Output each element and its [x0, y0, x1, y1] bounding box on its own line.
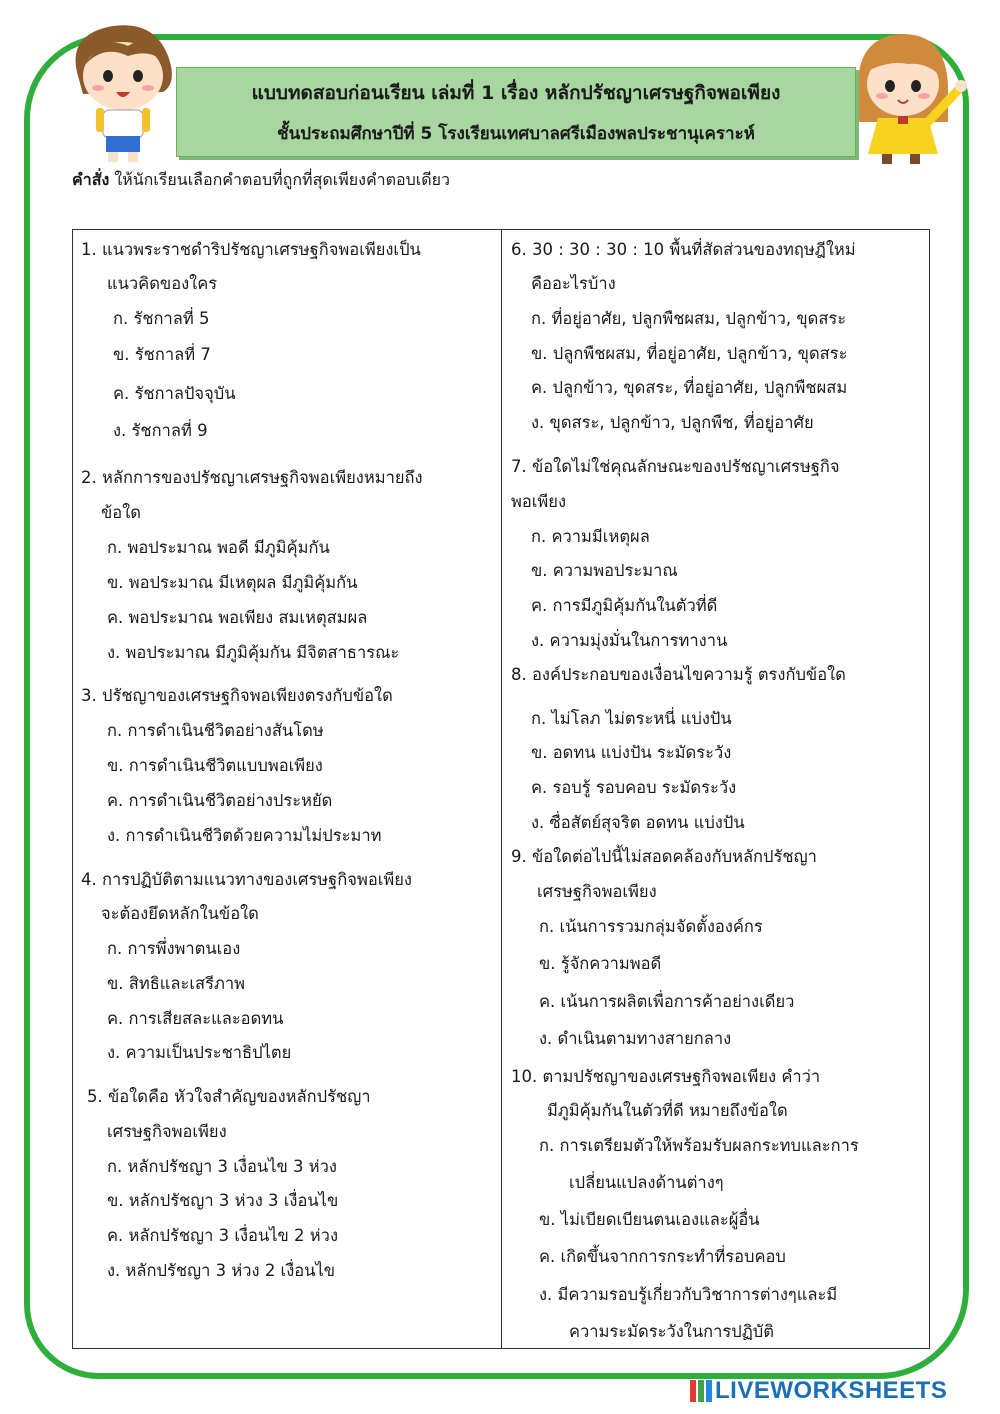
- question-9-cont: เศรษฐกิจพอเพียง: [537, 882, 657, 901]
- question-1-option-b[interactable]: ข. รัชกาลที่ 7: [113, 345, 211, 364]
- question-3-option-b[interactable]: ข. การดำเนินชีวิตแบบพอเพียง: [107, 756, 323, 775]
- worksheet-header: [176, 67, 856, 157]
- question-7-option-a[interactable]: ก. ความมีเหตุผล: [531, 527, 650, 546]
- question-10-option-b[interactable]: ข. ไม่เบียดเบียนตนเองและผู้อื่น: [539, 1210, 760, 1229]
- question-4-option-b[interactable]: ข. สิทธิและเสรีภาพ: [107, 974, 245, 993]
- question-2-option-b[interactable]: ข. พอประมาณ มีเหตุผล มีภูมิคุ้มกัน: [107, 573, 358, 592]
- question-9-option-d[interactable]: ง. ดำเนินตามทางสายกลาง: [539, 1029, 732, 1048]
- question-8: 8. องค์ประกอบของเงื่อนไขความรู้ ตรงกับข้อใด: [511, 665, 846, 684]
- question-10-option-a-cont: เปลี่ยนแปลงด้านต่างๆ: [569, 1173, 724, 1192]
- question-7-cont: พอเพียง: [511, 492, 567, 511]
- question-1-option-c[interactable]: ค. รัชกาลปัจจุบัน: [113, 384, 236, 403]
- question-10: 10. ตามปรัชญาของเศรษฐกิจพอเพียง คำว่า: [511, 1067, 821, 1086]
- question-1: 1. แนวพระราชดำริปรัชญาเศรษฐกิจพอเพียงเป็น: [81, 240, 421, 259]
- instruction-text: ให้นักเรียนเลือกคำตอบที่ถูกที่สุดเพียงคำตอบเดียว: [109, 170, 451, 189]
- question-2-option-d[interactable]: ง. พอประมาณ มีภูมิคุ้มกัน มีจิตสาธารณะ: [107, 643, 400, 662]
- question-2: 2. หลักการของปรัชญาเศรษฐกิจพอเพียงหมายถึง: [81, 468, 423, 487]
- question-10-option-a[interactable]: ก. การเตรียมตัวให้พร้อมรับผลกระทบและการ: [539, 1136, 859, 1155]
- question-10-option-d-cont: ความระมัดระวังในการปฏิบัติ: [569, 1322, 775, 1341]
- question-5-option-b[interactable]: ข. หลักปรัชญา 3 ห่วง 3 เงื่อนไข: [107, 1191, 339, 1210]
- question-7-option-d[interactable]: ง. ความมุ่งมั่นในการทางาน: [531, 631, 728, 650]
- instruction-label: คำสั่ง: [72, 170, 110, 189]
- question-9: 9. ข้อใดต่อไปนี้ไม่สอดคล้องกับหลักปรัชญา: [511, 847, 817, 866]
- question-1-cont: แนวคิดของใคร: [107, 274, 218, 293]
- question-2-option-c[interactable]: ค. พอประมาณ พอเพียง สมเหตุสมผล: [107, 608, 368, 627]
- question-5-cont: เศรษฐกิจพอเพียง: [107, 1122, 227, 1141]
- worksheet-title: แบบทดสอบก่อนเรียน เล่มที่ 1 เรื่อง หลักปรัชญาเศรษฐกิจพอเพียง: [251, 82, 781, 104]
- question-3-option-d[interactable]: ง. การดำเนินชีวิตด้วยความไม่ประมาท: [107, 826, 382, 845]
- question-6-cont: คืออะไรบ้าง: [531, 274, 616, 293]
- question-8-option-a[interactable]: ก. ไม่โลภ ไม่ตระหนี่ แบ่งปัน: [531, 709, 732, 728]
- question-2-option-a[interactable]: ก. พอประมาณ พอดี มีภูมิคุ้มกัน: [107, 538, 330, 557]
- question-2-cont: ข้อใด: [101, 503, 141, 522]
- liveworksheets-logo[interactable]: [690, 1378, 947, 1404]
- question-4-option-d[interactable]: ง. ความเป็นประชาธิปไตย: [107, 1043, 292, 1062]
- column-divider: [501, 230, 502, 1348]
- question-4-option-a[interactable]: ก. การพึ่งพาตนเอง: [107, 939, 241, 958]
- question-8-option-c[interactable]: ค. รอบรู้ รอบคอบ ระมัดระวัง: [531, 778, 737, 797]
- question-6-option-c[interactable]: ค. ปลูกข้าว, ขุดสระ, ที่อยู่อาศัย, ปลูกพืชผสม: [531, 378, 848, 397]
- question-5: 5. ข้อใดคือ หัวใจสำคัญของหลักปรัชญา: [87, 1087, 371, 1106]
- question-3-option-c[interactable]: ค. การดำเนินชีวิตอย่างประหยัด: [107, 791, 333, 810]
- question-10-cont: มีภูมิคุ้มกันในตัวที่ดี หมายถึงข้อใด: [547, 1101, 788, 1120]
- question-7: 7. ข้อใดไม่ใช่คุณลักษณะของปรัชญาเศรษฐกิจ: [511, 457, 840, 476]
- question-6-option-d[interactable]: ง. ขุดสระ, ปลูกข้าว, ปลูกพืช, ที่อยู่อาศัย: [531, 413, 814, 432]
- question-6-option-a[interactable]: ก. ที่อยู่อาศัย, ปลูกพืชผสม, ปลูกข้าว, ขุดสระ: [531, 309, 847, 328]
- question-1-option-d[interactable]: ง. รัชกาลที่ 9: [113, 421, 208, 440]
- question-8-option-b[interactable]: ข. อดทน แบ่งปัน ระมัดระวัง: [531, 743, 732, 762]
- question-10-option-d[interactable]: ง. มีความรอบรู้เกี่ยวกับวิชาการต่างๆและมี: [539, 1285, 838, 1304]
- question-4: 4. การปฏิบัติตามแนวทางของเศรษฐกิจพอเพียง: [81, 870, 412, 889]
- question-5-option-c[interactable]: ค. หลักปรัชญา 3 เงื่อนไข 2 ห่วง: [107, 1226, 338, 1245]
- question-9-option-a[interactable]: ก. เน้นการรวมกลุ่มจัดตั้งองค์กร: [539, 917, 763, 936]
- boy-illustration: [58, 14, 188, 164]
- question-6: 6. 30 : 30 : 30 : 10 พื้นที่สัดส่วนของทฤษฎีใหม่: [511, 240, 856, 259]
- logo-icon: [690, 1380, 712, 1402]
- question-3-option-a[interactable]: ก. การดำเนินชีวิตอย่างสันโดษ: [107, 721, 324, 740]
- question-4-option-c[interactable]: ค. การเสียสละและอดทน: [107, 1009, 284, 1028]
- question-4-cont: จะต้องยึดหลักในข้อใด: [101, 904, 259, 923]
- logo-text: LIVEWORKSHEETS: [715, 1377, 948, 1404]
- question-6-option-b[interactable]: ข. ปลูกพืชผสม, ที่อยู่อาศัย, ปลูกข้าว, ขุดสระ: [531, 344, 848, 363]
- question-3: 3. ปรัชญาของเศรษฐกิจพอเพียงตรงกับข้อใด: [81, 686, 393, 705]
- question-table: [72, 229, 930, 1349]
- question-1-option-a[interactable]: ก. รัชกาลที่ 5: [113, 309, 210, 328]
- girl-illustration: [848, 26, 970, 168]
- instruction: [72, 168, 450, 193]
- question-7-option-b[interactable]: ข. ความพอประมาณ: [531, 561, 678, 580]
- worksheet-subtitle: ชั้นประถมศึกษาปีที่ 5 โรงเรียนเทศบาลศรีเมืองพลประชานุเคราะห์: [277, 124, 755, 144]
- question-10-option-c[interactable]: ค. เกิดขึ้นจากการกระทำที่รอบคอบ: [539, 1247, 786, 1266]
- question-9-option-c[interactable]: ค. เน้นการผลิตเพื่อการค้าอย่างเดียว: [539, 992, 795, 1011]
- question-7-option-c[interactable]: ค. การมีภูมิคุ้มกันในตัวที่ดี: [531, 596, 718, 615]
- question-5-option-d[interactable]: ง. หลักปรัชญา 3 ห่วง 2 เงื่อนไข: [107, 1261, 336, 1280]
- question-5-option-a[interactable]: ก. หลักปรัชญา 3 เงื่อนไข 3 ห่วง: [107, 1157, 337, 1176]
- question-9-option-b[interactable]: ข. รู้จักความพอดี: [539, 954, 662, 973]
- question-8-option-d[interactable]: ง. ซื่อสัตย์สุจริต อดทน แบ่งปัน: [531, 813, 745, 832]
